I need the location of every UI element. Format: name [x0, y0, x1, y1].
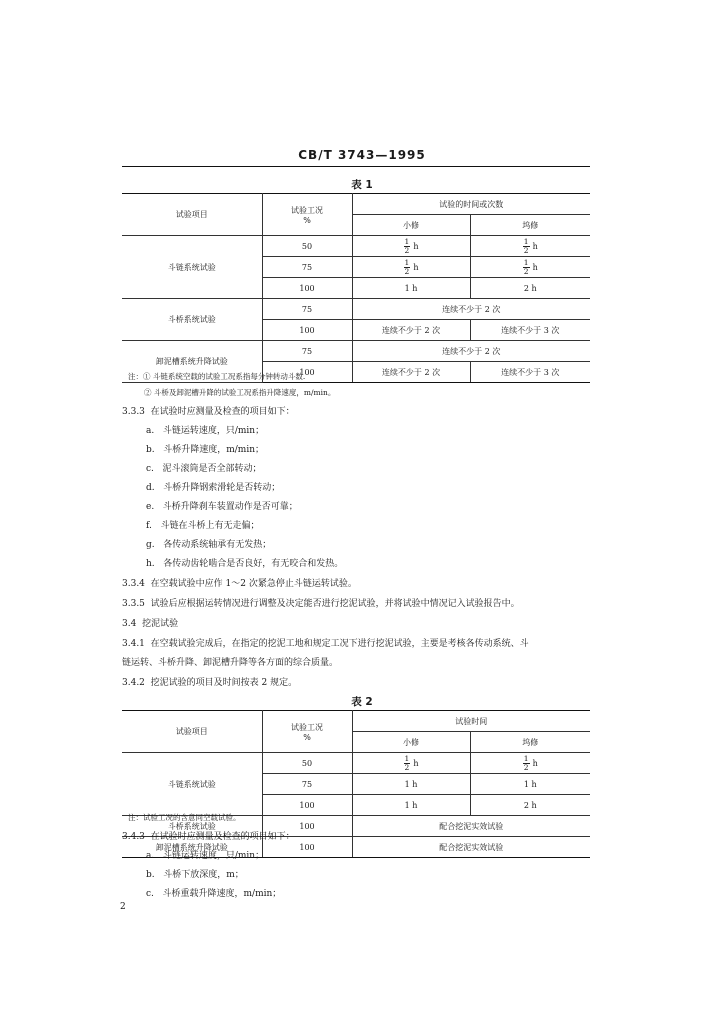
table-header-condition: 试验工况 % — [262, 711, 352, 753]
table-header-small: 小修 — [352, 215, 470, 236]
table-cell-medium: 1 h — [470, 774, 590, 795]
table1-note-1: 注：① 斗链系统空载的试验工况系指每分钟转动斗数. — [128, 372, 306, 381]
table-header-medium: 坞修 — [470, 732, 590, 753]
table-cell-small: 1 h — [352, 795, 470, 816]
table-cell-merged: 配合挖泥实效试验 — [352, 816, 590, 837]
table-cell-small: 1 2 h — [352, 257, 470, 278]
section-3-4-1-cont: 链运转、斗桥升降、卸泥槽升降等各方面的综合质量。 — [122, 658, 339, 668]
table-cell-small: 1 h — [352, 774, 470, 795]
table-cell-medium: 2 h — [470, 795, 590, 816]
list-item: h. 各传动齿轮啮合是否良好，有无咬合和发热。 — [146, 559, 344, 569]
table-cell-small: 1 h — [352, 278, 470, 299]
section-3-3-4: 3.3.4 在空载试验中应作 1～2 次紧急停止斗链运转试验。 — [122, 579, 357, 589]
table-cell-small: 1 2 h — [352, 236, 470, 257]
section-3-4-3: 3.4.3 在试验时应测量及检查的项目如下： — [122, 832, 295, 842]
table-header-medium: 坞修 — [470, 215, 590, 236]
table1 — [122, 193, 590, 383]
table-cell-merged: 连续不少于 2 次 — [352, 299, 590, 320]
table-header-small: 小修 — [352, 732, 470, 753]
table-cell-item: 斗链系统试验 — [122, 236, 262, 299]
table-row — [122, 299, 590, 320]
list-item: f. 斗链在斗桥上有无走偏； — [146, 521, 260, 531]
table-cell-condition: 100 — [262, 362, 352, 383]
section-3-3-3: 3.3.3 在试验时应测量及检查的项目如下： — [122, 407, 295, 417]
table1-title: 表 1 — [351, 179, 373, 191]
table-cell-condition: 100 — [262, 795, 352, 816]
table-cell-medium: 1 2 h — [470, 257, 590, 278]
table-cell-item: 卸泥槽系统升降试验 — [122, 341, 262, 383]
page-number: 2 — [120, 902, 126, 912]
list-item: d. 斗桥升降钢索滑轮是否转动； — [146, 483, 281, 493]
table-cell-medium: 连续不少于 3 次 — [470, 320, 590, 341]
table-header-time: 试验时间 — [352, 711, 590, 732]
table-row — [122, 711, 590, 732]
section-3-3-5: 3.3.5 试验后应根据运转情况进行调整及决定能否进行挖泥试验，并将试验中情况记入试验报告中。 — [122, 599, 520, 609]
table-cell-small: 1 2 h — [352, 753, 470, 774]
table-cell-condition: 100 — [262, 320, 352, 341]
document-header: CB/T 3743—1995 — [298, 148, 426, 162]
table1-note-2: ② 斗桥及卸泥槽升降的试验工况系指升降速度，m/min。 — [144, 388, 336, 397]
section-3-4-2: 3.4.2 挖泥试验的项目及时间按表 2 规定。 — [122, 678, 298, 688]
table-cell-condition: 50 — [262, 753, 352, 774]
table-cell-condition: 75 — [262, 257, 352, 278]
table-cell-merged: 连续不少于 2 次 — [352, 341, 590, 362]
list-item: c. 泥斗滚筒是否全部转动； — [146, 464, 262, 474]
table-row — [122, 753, 590, 774]
list-item: a. 斗链运转速度，只/min； — [146, 426, 265, 436]
table-header-condition: 试验工况 % — [262, 194, 352, 236]
table-cell-condition: 100 — [262, 816, 352, 837]
table2-title: 表 2 — [351, 696, 373, 708]
table2-note: 注：试验工况的含意同空载试验。 — [128, 813, 241, 822]
table-cell-medium: 1 2 h — [470, 753, 590, 774]
table-row — [122, 194, 590, 215]
table-cell-condition: 75 — [262, 774, 352, 795]
table-cell-condition: 100 — [262, 837, 352, 858]
table-header-item: 试验项目 — [122, 194, 262, 236]
list-item: b. 斗桥升降速度，m/min； — [146, 445, 264, 455]
table-cell-medium: 2 h — [470, 278, 590, 299]
table-cell-condition: 75 — [262, 299, 352, 320]
section-3-4-1: 3.4.1 在空载试验完成后，在指定的挖泥工地和规定工况下进行挖泥试验，主要是考核各传动系统、斗 — [122, 639, 529, 649]
table-header-time: 试验的时间或次数 — [352, 194, 590, 215]
section-3-4: 3.4 挖泥试验 — [122, 619, 179, 629]
table-cell-small: 连续不少于 2 次 — [352, 362, 470, 383]
table-cell-small: 连续不少于 2 次 — [352, 320, 470, 341]
table-cell-merged: 配合挖泥实效试验 — [352, 837, 590, 858]
list-item: g. 各传动系统轴承有无发热； — [146, 540, 272, 550]
table-cell-item: 斗桥系统试验 — [122, 299, 262, 341]
table-cell-condition: 50 — [262, 236, 352, 257]
table-cell-medium: 连续不少于 3 次 — [470, 362, 590, 383]
header-rule — [122, 166, 590, 167]
table-cell-condition: 75 — [262, 341, 352, 362]
list-item: a. 斗链运转速度，只/min； — [146, 851, 265, 861]
table-row — [122, 341, 590, 362]
list-item: e. 斗桥升降刹车装置动作是否可靠； — [146, 502, 298, 512]
table-row — [122, 236, 590, 257]
list-item: c. 斗桥重载升降速度，m/min； — [146, 889, 282, 899]
table-cell-item: 斗链系统试验 — [122, 753, 262, 816]
table-cell-item: 斗桥系统试验 — [122, 816, 262, 837]
table-cell-item: 卸泥槽系统升降试验 — [122, 837, 262, 858]
table-header-item: 试验项目 — [122, 711, 262, 753]
table-cell-medium: 1 2 h — [470, 236, 590, 257]
table-cell-condition: 100 — [262, 278, 352, 299]
list-item: b. 斗桥下放深度，m； — [146, 870, 244, 880]
